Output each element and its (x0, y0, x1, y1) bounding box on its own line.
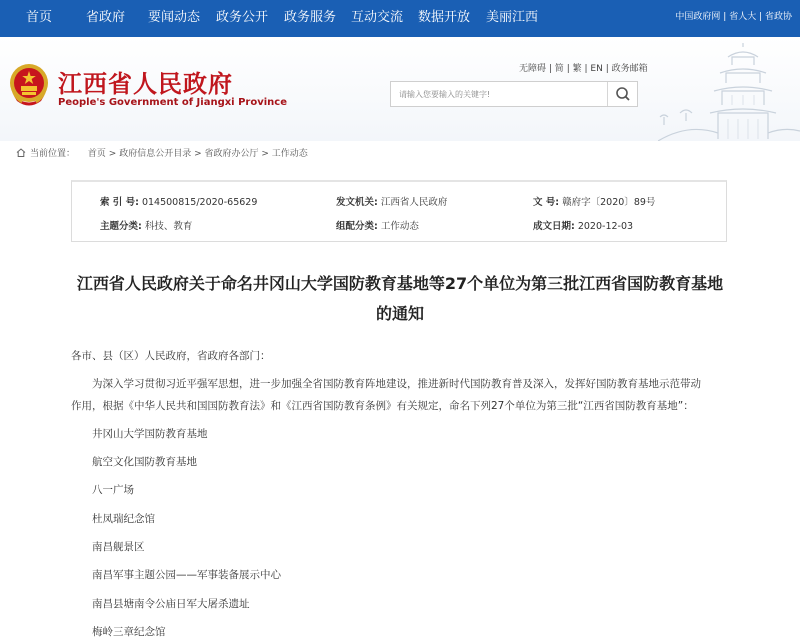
breadcrumb-separator: > (108, 149, 120, 159)
link-separator: | (584, 64, 591, 74)
nav-item-government-affairs[interactable]: 政务公开 (216, 10, 269, 25)
meta-index (100, 194, 257, 208)
link-provincial-cppcc[interactable]: 省政协 (764, 12, 792, 22)
breadcrumb-item-office[interactable]: 省政府办公厅 (204, 149, 259, 159)
national-emblem-icon (8, 63, 50, 107)
link-separator: | (759, 12, 765, 22)
utility-links (519, 61, 648, 74)
meta-docno-label: 文 号: (533, 197, 560, 208)
nav-item-news[interactable]: 要闻动态 (148, 10, 201, 25)
breadcrumb-separator: > (194, 149, 205, 159)
link-english[interactable]: EN (590, 64, 603, 74)
meta-topic-label: 主题分类: (100, 221, 142, 232)
article-salutation: 各市、县（区）人民政府，省政府各部门： (71, 350, 271, 362)
meta-category-value: 工作动态 (380, 221, 419, 232)
meta-topic-value: 科技、教育 (144, 221, 193, 232)
breadcrumb-item-current[interactable]: 工作动态 (271, 149, 308, 159)
meta-issuer-label: 发文机关: (336, 197, 378, 208)
nav-item-home[interactable]: 首页 (26, 10, 53, 25)
nav-item-beautiful-jiangxi[interactable]: 美丽江西 (486, 10, 539, 25)
breadcrumb-separator: > (261, 149, 272, 159)
meta-date (533, 218, 633, 232)
article-title-line2: 的通知 (375, 304, 424, 323)
article-title (40, 269, 760, 329)
link-separator: | (548, 64, 555, 74)
document-metadata-box (71, 180, 727, 242)
list-item: 航空文化国防教育基地 (92, 456, 197, 468)
list-item: 井冈山大学国防教育基地 (92, 428, 208, 440)
home-icon (16, 148, 26, 157)
search-input[interactable] (391, 82, 603, 106)
search-icon (608, 82, 638, 106)
meta-docno (533, 194, 655, 208)
search-button[interactable] (607, 82, 637, 106)
list-item: 南昌军事主题公园——军事装备展示中心 (92, 569, 281, 581)
meta-category-label: 组配分类: (336, 221, 378, 232)
list-item: 梅岭三章纪念馆 (92, 626, 166, 637)
link-separator: | (723, 12, 730, 22)
nav-item-interaction[interactable]: 互动交流 (351, 10, 404, 25)
top-nav-bar (0, 0, 800, 37)
site-name[interactable]: 江西省人民政府 (58, 69, 233, 98)
link-provincial-congress[interactable]: 省人大 (729, 12, 757, 22)
list-item: 南昌县塘南令公庙日军大屠杀遗址 (92, 598, 250, 610)
article-paragraph-line2: 作用，根据《中华人民共和国国防教育法》和《江西省国防教育条例》有关规定，命名下列27个单位为第三批“江西省国防教育基地”： (71, 400, 694, 412)
link-china-government[interactable]: 中国政府网 (675, 12, 721, 22)
article-paragraph-line1: 为深入学习贯彻习近平强军思想，进一步加强全省国防教育阵地建设，推进新时代国防教育普及深入，发挥好国防教育基地示范带动 (92, 378, 701, 390)
pavilion-illustration (658, 43, 800, 141)
breadcrumb-item-catalog[interactable]: 政府信息公开目录 (119, 149, 192, 159)
meta-category (336, 218, 419, 232)
site-header (0, 37, 800, 141)
site-name-english: People's Government of Jiangxi Province (58, 97, 287, 108)
link-separator: | (605, 64, 612, 74)
list-item: 八一广场 (92, 484, 134, 496)
meta-date-value: 2020-12-03 (577, 221, 634, 232)
list-item: 杜凤瑞纪念馆 (92, 513, 155, 525)
breadcrumb-prefix: 当前位置： (30, 149, 76, 159)
meta-date-label: 成文日期: (533, 221, 575, 232)
meta-index-value: 014500815/2020-65629 (141, 197, 258, 208)
article-title-line1: 江西省人民政府关于命名井冈山大学国防教育基地等27个单位为第三批江西省国防教育基地 (76, 274, 724, 293)
nav-item-open-data[interactable]: 数据开放 (418, 10, 471, 25)
breadcrumb-item-home[interactable]: 首页 (87, 149, 106, 159)
meta-topic (100, 218, 192, 232)
meta-docno-value: 赣府字〔2020〕89号 (562, 197, 656, 208)
nav-item-government-services[interactable]: 政务服务 (284, 10, 337, 25)
link-accessibility[interactable]: 无障碍 (519, 64, 547, 74)
link-government-mail[interactable]: 政务邮箱 (611, 64, 648, 74)
link-traditional[interactable]: 繁 (572, 64, 582, 74)
meta-issuer-value: 江西省人民政府 (380, 197, 448, 208)
meta-index-label: 索 引 号: (100, 197, 139, 208)
search-box (390, 81, 638, 107)
link-separator: | (566, 64, 573, 74)
list-item: 南昌舰景区 (92, 541, 145, 553)
meta-issuer (336, 194, 447, 208)
breadcrumb (16, 146, 308, 159)
link-simplified[interactable]: 简 (554, 64, 564, 74)
top-external-links (675, 0, 792, 37)
nav-item-provincial-government[interactable]: 省政府 (86, 10, 126, 25)
